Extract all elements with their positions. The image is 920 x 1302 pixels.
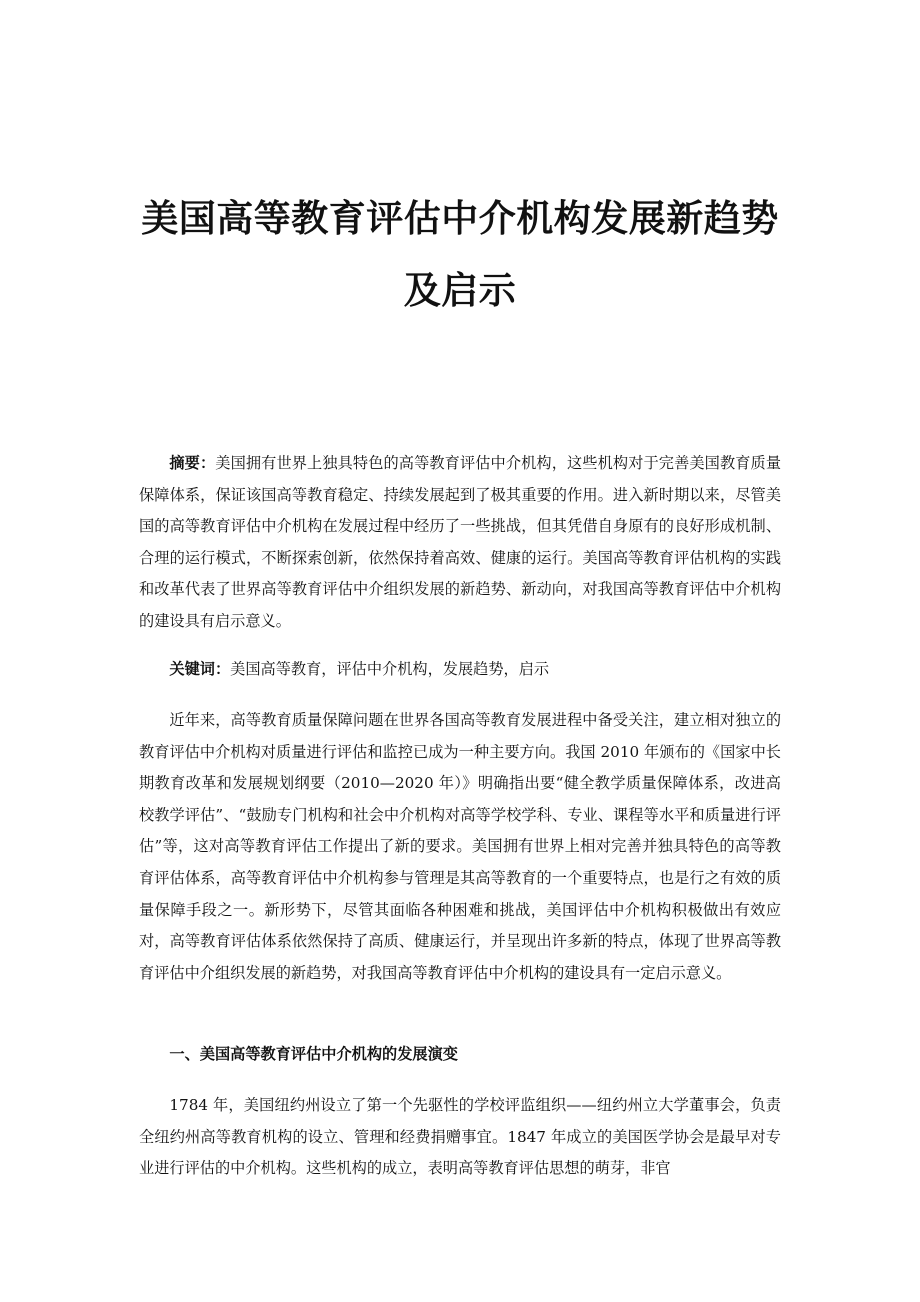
- section-1-heading: 一、美国高等教育评估中介机构的发展演变: [169, 1045, 458, 1063]
- section-1-paragraph: 1784 年，美国纽约州设立了第一个先驱性的学校评监组织——纽约州立大学董事会，负责全纽约州高等教育机构的设立、管理和经费捐赠事宜。1847 年成立的美国医学协会是最早对专业进行评估的中介机构。这些机构的成立，表明高等教育评估思想的萌芽，非官: [139, 1096, 781, 1178]
- document-title-line-1: 美国高等教育评估中介机构发展新趋势: [141, 196, 779, 240]
- document-title-line-2: 及启示: [403, 268, 517, 312]
- abstract-text: 美国拥有世界上独具特色的高等教育评估中介机构，这些机构对于完善美国教育质量保障体系，保证该国高等教育稳定、持续发展起到了极其重要的作用。进入新时期以来，尽管美国的高等教育评估中介机构在发展过程中经历了一些挑战，但其凭借自身原有的良好形成机制、合理的运行模式，不断探索创新，依然保持着高效、健康的运行。美国高等教育评估机构的实践和改革代表了世界高等教育评估中介组织发展的新趋势、新动向，对我国高等教育评估中介机构的建设具有启示意义。: [139, 454, 782, 630]
- keywords-paragraph: [139, 654, 781, 686]
- keywords-label: 关键词：: [169, 660, 231, 678]
- intro-paragraph: 近年来，高等教育质量保障问题在世界各国高等教育发展进程中备受关注，建立相对独立的教育评估中介机构对质量进行评估和监控已成为一种主要方向。我国 2010 年颁布的《国家中长期教育改革和发展规划纲要（2010—2020 年）》明确指出要“健全教学质量保障体系，改进高校教学评估”、“鼓励专门机构和社会中介机构对高等学校学科、专业、课程等水平和质量进行评估”等，这对高等教育评估工作提出了新的要求。美国拥有世界上相对完善并独具特色的高等教育评估体系，高等教育评估中介机构参与管理是其高等教育的一个重要特点，也是行之有效的质量保障手段之一。新形势下，尽管其面临各种困难和挑战，美国评估中介机构积极做出有效应对，高等教育评估体系依然保持了高质、健康运行，并呈现出许多新的特点，体现了世界高等教育评估中介组织发展的新趋势，对我国高等教育评估中介机构的建设具有一定启示意义。: [139, 711, 781, 982]
- abstract-label: 摘要：: [169, 454, 216, 472]
- keywords-text: 美国高等教育，评估中介机构，发展趋势，启示: [230, 660, 550, 678]
- abstract-paragraph: [139, 448, 781, 638]
